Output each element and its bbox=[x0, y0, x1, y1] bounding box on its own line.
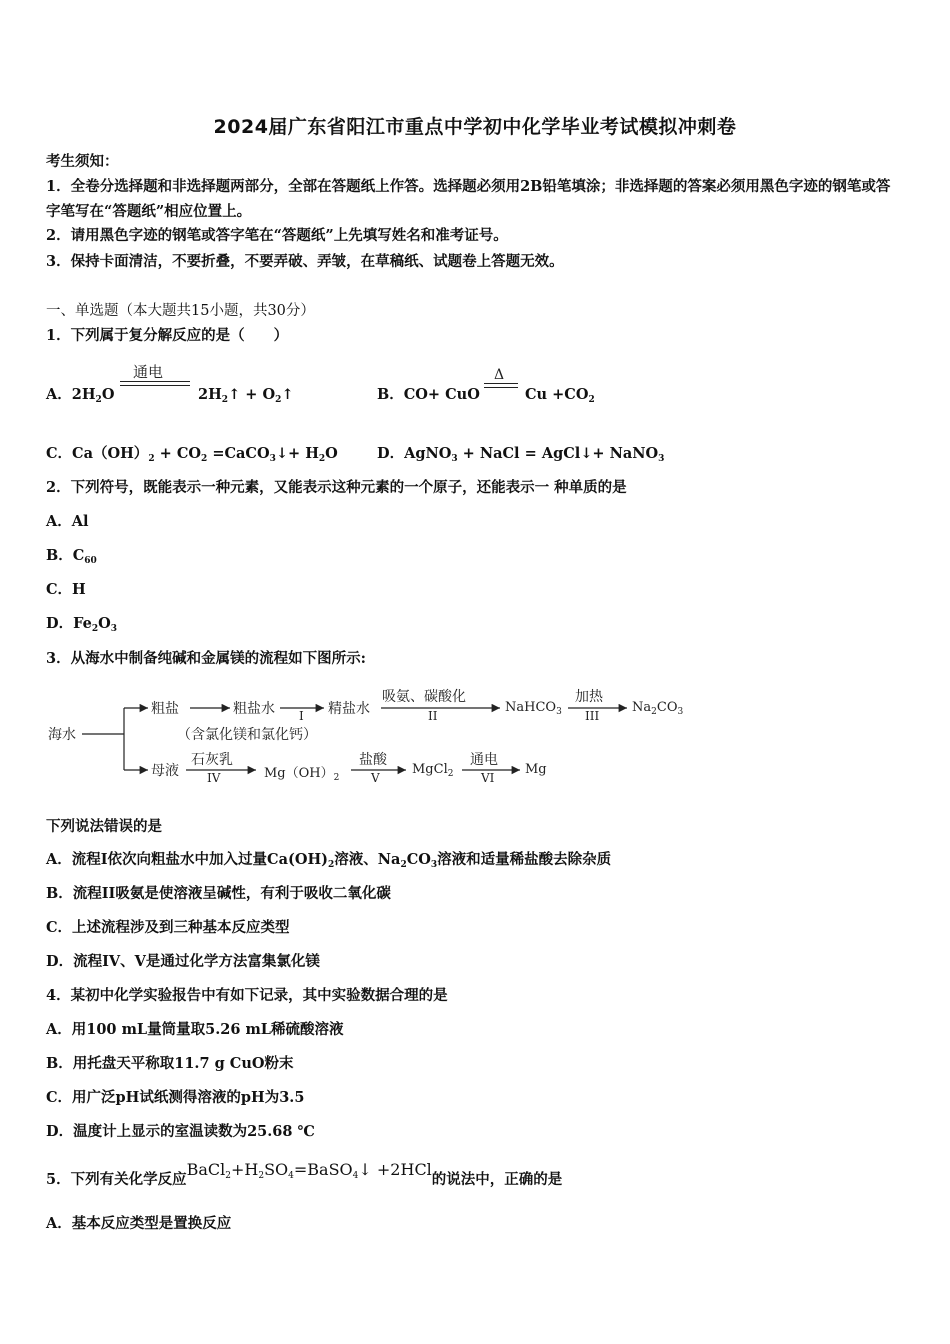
q5-stem bbox=[46, 1160, 563, 1195]
flow-step-ii-reagent: 吸氨、碳酸化 bbox=[382, 689, 466, 705]
q3-option-a: A．流程I依次向粗盐水中加入过量$Ca(OH)_2$溶液、$Na_2CO_3$溶液和适量稀盐酸去除杂质 bbox=[46, 851, 612, 870]
q3-option-b: B．流程II吸氨是使溶液呈碱性，有利于吸收二氧化碳 bbox=[46, 885, 391, 902]
q2-stem: 2．下列符号，既能表示一种元素，又能表示这种元素的一个原子，还能表示一 种单质的是 bbox=[46, 479, 627, 496]
q1-option-d-text: D．AgNO bbox=[377, 445, 452, 462]
q1-stem: 1．下列属于复分解反应的是（ ） bbox=[46, 327, 289, 344]
flow-hcl: 盐酸 bbox=[359, 752, 387, 768]
q1-option-b-products: $Cu +CO_2$ bbox=[525, 386, 595, 405]
flow-lime: 石灰乳 bbox=[191, 752, 233, 768]
notice-item-2: 2．请用黑色字迹的钢笔或答字笔在“答题纸”上先填写姓名和准考证号。 bbox=[46, 227, 508, 244]
q1-a-equals-top bbox=[120, 381, 190, 382]
q2-option-b-sub: 60 bbox=[84, 556, 97, 566]
q3-flow-diagram bbox=[44, 682, 704, 792]
q4-option-c: C．用广泛pH试纸测得溶液的pH为3.5 bbox=[46, 1089, 305, 1106]
q3-lead: 下列说法错误的是 bbox=[46, 818, 162, 835]
flow-mgoh2: $Mg(OH)_2$ bbox=[264, 766, 340, 783]
notice-heading: 考生须知： bbox=[46, 153, 119, 170]
q2-option-b bbox=[46, 546, 97, 571]
section-heading: 一、单选题（本大题共15小题，共30分） bbox=[46, 303, 315, 319]
flow-nahco3-text: NaHCO bbox=[505, 700, 557, 715]
q4-option-a: A．用100 mL量筒量取5.26 mL稀硫酸溶液 bbox=[46, 1021, 344, 1038]
flow-step-iv-label: IV bbox=[207, 771, 221, 785]
q5-option-a: A．基本反应类型是置换反应 bbox=[46, 1215, 232, 1232]
q3-option-a-text: A．流程I依次向粗盐水中加入过量Ca(OH) bbox=[46, 851, 329, 868]
q1-b-condition: Δ bbox=[494, 367, 505, 383]
flow-crude-salt: 粗盐 bbox=[151, 701, 179, 717]
flow-step-ii-label: II bbox=[428, 709, 438, 723]
q1-option-c-text: C．Ca（OH） bbox=[46, 445, 149, 462]
flow-crude-brine: 粗盐水 bbox=[233, 701, 275, 717]
q2-option-d-text: D．Fe bbox=[46, 615, 92, 632]
q2-option-d: D．$Fe_2O_3$ bbox=[46, 615, 117, 634]
flow-refined-brine: 精盐水 bbox=[328, 701, 370, 717]
q1-option-b: B．CO+ CuO bbox=[377, 386, 480, 403]
flow-na2co3-text: Na bbox=[632, 700, 652, 715]
flow-seawater: 海水 bbox=[48, 727, 76, 743]
q5-stem-prefix: 5．下列有关化学反应 bbox=[46, 1171, 187, 1188]
q4-option-d: D．温度计上显示的室温读数为25.68 ℃ bbox=[46, 1123, 315, 1140]
page-title: 2024届广东省阳江市重点中学初中化学毕业考试模拟冲刺卷 bbox=[213, 116, 737, 138]
notice-item-1: 1．全卷分选择题和非选择题两部分，全部在答题纸上作答。选择题必须用2B铅笔填涂；非选择题的答案必须用黑色字迹的钢笔或答字笔写在“答题纸”相应位置上。 bbox=[46, 178, 891, 220]
q1-b-equals-top bbox=[484, 383, 518, 384]
flow-mgcl2-text: MgCl bbox=[412, 762, 448, 777]
flow-mgoh2-text: Mg（OH） bbox=[264, 766, 334, 781]
flow-step-v-label: V bbox=[371, 771, 380, 785]
q2-option-c: C．H bbox=[46, 581, 86, 598]
q1-option-a: A．$2H_2O$ bbox=[46, 386, 115, 405]
flow-step-i-label: I bbox=[299, 709, 304, 723]
q3-option-d: D．流程IV、V是通过化学方法富集氯化镁 bbox=[46, 953, 320, 970]
q1-option-a-products: $2H_2↑$ + $O_2↑$ bbox=[198, 386, 294, 405]
q1-option-a-prefix: A．2H bbox=[46, 386, 96, 403]
notice-item-3: 3．保持卡面清洁，不要折叠，不要弄破、弄皱，在草稿纸、试题卷上答题无效。 bbox=[46, 253, 564, 270]
q4-stem: 4．某初中化学实验报告中有如下记录，其中实验数据合理的是 bbox=[46, 987, 448, 1004]
flow-na2co3: $Na_2CO_3$ bbox=[632, 700, 684, 717]
q1-option-d: D．AgNO$_3$ + NaCl = AgCl↓+ NaNO$_3$ bbox=[377, 445, 665, 464]
q3-option-c: C．上述流程涉及到三种基本反应类型 bbox=[46, 919, 290, 936]
flow-step-iii-label: III bbox=[585, 709, 600, 723]
flow-heat: 加热 bbox=[575, 689, 603, 705]
flow-nahco3: NaHCO$_3$ bbox=[505, 700, 562, 717]
flow-impurity-note: （含氯化镁和氯化钙） bbox=[177, 727, 317, 743]
q5-equation: $BaCl_2+H_2SO_4=BaSO_4↓ +2HCl$ bbox=[186, 1160, 432, 1181]
flow-mgcl2: MgCl$_2$ bbox=[412, 762, 454, 779]
flow-mother-liquor: 母液 bbox=[151, 763, 179, 779]
q3-stem: 3．从海水中制备纯碱和金属镁的流程如下图所示: bbox=[46, 650, 366, 667]
q1-b-equals-bottom bbox=[484, 387, 518, 388]
flow-electrolysis: 通电 bbox=[470, 752, 498, 768]
q4-option-b: B．用托盘天平称取11.7 g CuO粉末 bbox=[46, 1055, 294, 1072]
q2-option-a: A．Al bbox=[46, 513, 89, 530]
flow-mg: Mg bbox=[525, 762, 547, 777]
q1-a-equals-bottom bbox=[120, 385, 190, 386]
q1-a-condition: 通电 bbox=[133, 363, 164, 381]
q2-option-b-text: B．C bbox=[46, 547, 85, 564]
q1-option-c: C．$Ca(OH)_2 + CO_2$ =CaCO$_3$↓+ $H_2O$ bbox=[46, 445, 338, 464]
flow-step-vi-label: VI bbox=[481, 771, 495, 785]
q5-stem-suffix: 的说法中，正确的是 bbox=[431, 1171, 563, 1188]
